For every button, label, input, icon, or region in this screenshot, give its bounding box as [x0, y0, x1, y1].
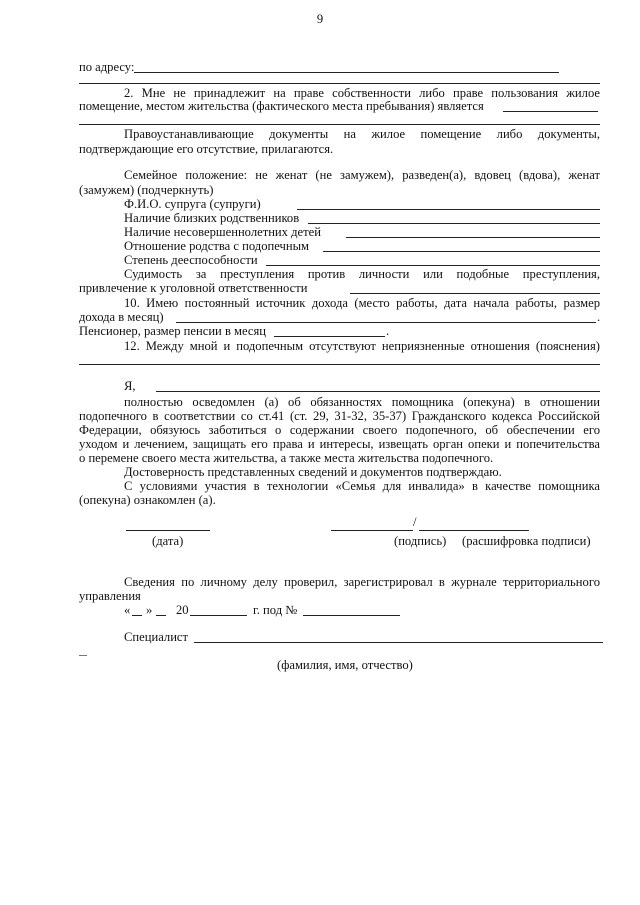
item12-line1: 12. Между мной и подопечным отсутствуют неприязненные отношения (пояснения) — [124, 339, 600, 353]
item10-line1: 10. Имею постоянный источник дохода (место работы, дата начала работы, размер — [124, 296, 600, 310]
pension-label: Пенсионер, размер пенсии в месяц — [79, 324, 267, 338]
declaration-line3: Федерации, обязуюсь заботиться о содержании своего подопечного, об обеспечении его — [79, 423, 600, 437]
signature-caption: (подпись) — [394, 534, 447, 548]
capacity-field[interactable] — [266, 265, 600, 266]
address-line-2[interactable] — [79, 83, 600, 84]
page-number: 9 — [316, 12, 324, 26]
year-prefix: 20 — [176, 603, 189, 617]
income-dot: . — [597, 310, 601, 324]
relatives-field[interactable] — [308, 223, 600, 224]
explanation-field[interactable] — [79, 364, 600, 365]
declaration-line7: С условиями участия в технологии «Семья для инвалида» в качестве помощника — [124, 479, 600, 493]
relation-field[interactable] — [323, 251, 600, 252]
family-status-line2: (замужем) (подчеркнуть) — [79, 183, 214, 197]
date-field[interactable] — [126, 530, 210, 531]
verification-line2: управления — [79, 589, 141, 603]
date-quote-open: « — [124, 603, 131, 617]
date-quote-close: » — [146, 603, 153, 617]
conviction-line1: Судимость за преступления против личности или подобные преступления, — [124, 267, 600, 281]
reg-number-field[interactable] — [303, 615, 400, 616]
conviction-line2: привлечение к уголовной ответственности — [79, 281, 308, 295]
pension-field[interactable] — [274, 336, 385, 337]
declaration-line6: Достоверность представленных сведений и документов подтверждаю. — [124, 465, 502, 479]
declaration-line8: (опекуна) ознакомлен (а). — [79, 493, 216, 507]
signature-field[interactable] — [331, 530, 413, 531]
reg-day-field[interactable] — [132, 615, 142, 616]
address-line[interactable] — [134, 72, 559, 73]
specialist-label: Специалист — [124, 630, 189, 644]
date-caption: (дата) — [152, 534, 184, 548]
relatives-label: Наличие близких родственников — [124, 211, 300, 225]
reg-number-label: г. под № — [253, 603, 298, 617]
declaration-line1: полностью осведомлен (а) об обязанностях помощника (опекуна) в отношении — [124, 395, 600, 409]
specialist-field[interactable] — [194, 642, 603, 643]
minors-label: Наличие несовершеннолетних детей — [124, 225, 321, 239]
decode-caption: (расшифровка подписи) — [462, 534, 591, 548]
fio-caption: (фамилия, имя, отчество) — [277, 658, 413, 672]
residence-field[interactable] — [503, 111, 598, 112]
spouse-field[interactable] — [297, 209, 600, 210]
relation-label: Отношение родства с подопечным — [124, 239, 310, 253]
declaration-ya: Я, — [124, 379, 136, 393]
spouse-label: Ф.И.О. супруга (супруги) — [124, 197, 261, 211]
family-status-line1: Семейное положение: не женат (не замужем), разведен(а), вдовец (вдова), женат — [124, 168, 600, 182]
income-field[interactable] — [176, 322, 596, 323]
margin-dash — [79, 655, 87, 656]
docs-line1: Правоустанавливающие документы на жилое помещение либо документы, — [124, 127, 600, 141]
docs-line2: подтверждающие его отсутствие, прилагаются. — [79, 142, 334, 156]
declarant-name-field[interactable] — [156, 391, 600, 392]
declaration-line2: подопечного в соответствии со ст.41 (ст. 29, 31-32, 35-37) Гражданского кодекса Российской — [79, 409, 600, 423]
item10-line2: дохода в месяц) — [79, 310, 164, 324]
verification-line1: Сведения по личному делу проверил, зарегистрировал в журнале территориального — [124, 575, 600, 589]
signature-slash: / — [413, 515, 417, 529]
minors-field[interactable] — [346, 237, 600, 238]
pension-dot: . — [386, 324, 390, 338]
declaration-line5: о перемене своего места жительства, а также места жительства подопечного. — [79, 451, 494, 465]
item2-line2: помещение, местом жительства (фактического места пребывания) является — [79, 99, 484, 113]
address-label: по адресу: — [79, 60, 135, 74]
conviction-field[interactable] — [350, 293, 600, 294]
reg-year-field[interactable] — [190, 615, 247, 616]
reg-month-field[interactable] — [156, 615, 166, 616]
item2-line1: 2. Мне не принадлежит на праве собственности либо праве пользования жилое — [124, 86, 600, 100]
residence-line-2[interactable] — [79, 124, 600, 125]
declaration-line4: уходом и лечением, защищать его права и интересы, извещать орган опеки и попечительства — [79, 437, 600, 451]
signature-decode-field[interactable] — [419, 530, 529, 531]
capacity-label: Степень дееспособности — [124, 253, 258, 267]
